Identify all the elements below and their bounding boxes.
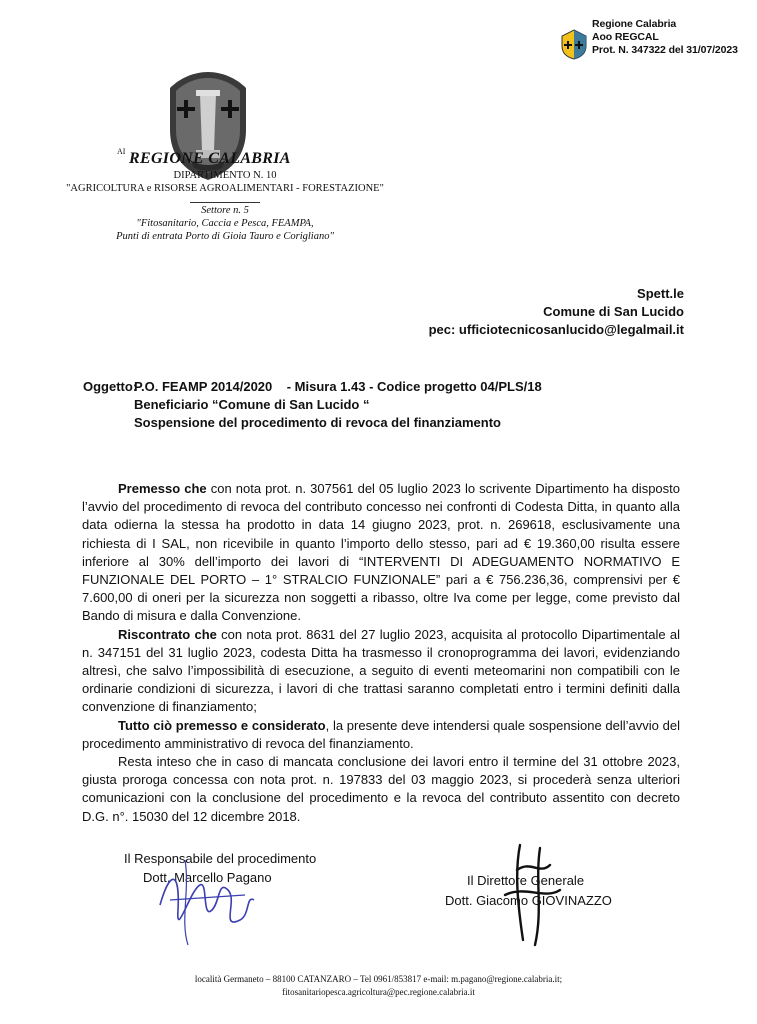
paragraph-lead: Tutto ciò premesso e considerato (118, 717, 326, 733)
footer-contact: località Germaneto – 88100 CATANZARO – Tel 0961/853817 e-mail: m.pagano@regione.calabria.it; (194, 974, 563, 984)
recipient-pec: pec: ufficiotecnicosanlucido@legalmail.it (428, 322, 684, 337)
department-full-name: "AGRICOLTURA e RISORSE AGROALIMENTARI - FORESTAZIONE" (66, 183, 384, 194)
paragraph-text: con nota prot. n. 307561 del 05 luglio 2023 lo scrivente Dipartimento ha disposto l’avvio del procedimento di revoca del contributo concesso nei confronti di Codesta Ditta, in quanto alla data odierna la stessa ha prodotto in data 14 giugno 2023, prot. n. 269618, esclusivamente una richiesta di I SAL, non ricevibile in quanto l’importo dello stesso, pari ad € 19.360,00 risulta essere inferiore al 30% dell’importo dei lavori di “INTERVENTI DI ADEGUAMENTO NORMATIVO E FUNZIONALE DEL PORTO – 1° STRALCIO FUNZIONALE” pari a € 756.236,36, comprensivi per € 7.600,00 di oneri per la sicurezza non soggetti a ribasso, oltre Iva come per legge, come previsto dal Bando di misura e dalla Convenzione. (82, 481, 681, 624)
paragraph-premesso (82, 480, 680, 626)
stamp-line-3: Prot. N. 347322 del 31/07/2023 (592, 44, 738, 56)
divider (190, 202, 260, 203)
protocol-stamp (558, 18, 756, 66)
subject-label: Oggetto: (83, 379, 138, 394)
signatory-right-role: Il Direttore Generale (467, 873, 585, 888)
handwritten-signature-right (495, 840, 565, 950)
subject-line-2: Beneficiario “Comune di San Lucido “ (134, 397, 370, 412)
footer-pec: fitosanitariopesca.agricoltura@pec.regione.calabria.it (282, 987, 475, 997)
paragraph-text: Resta inteso che in caso di mancata conclusione dei lavori entro il termine del 31 ottobre 2023, giusta proroga concessa con nota prot. n. 197833 del 03 maggio 2023, si procederà senza ulteriori comunicazioni con la conclusione del procedimento e la revoca del contributo assentito con decreto D.G. n°. 15030 del 12 dicembre 2018. (82, 754, 680, 824)
recipient-name: Comune di San Lucido (543, 304, 684, 319)
stamp-line-1: Regione Calabria (592, 18, 677, 30)
sector-description-line-1: "Fitosanitario, Caccia e Pesca, FEAMPA, (136, 218, 314, 229)
handwritten-signature-left (150, 850, 260, 950)
subject-line-3: Sospensione del procedimento di revoca del finanziamento (134, 415, 501, 430)
signatory-left-name: Dott. Marcello Pagano (143, 870, 272, 885)
paragraph-riscontrato (82, 626, 680, 717)
subject-line-1: P.O. FEAMP 2014/2020 - Misura 1.43 - Codice progetto 04/PLS/18 (134, 379, 542, 394)
paragraph-lead: Riscontrato che (118, 626, 217, 642)
paragraph-resta-inteso (82, 753, 680, 826)
letterhead-prefix: AI (117, 147, 126, 156)
signatory-right-name: Dott. Giacomo GIOVINAZZO (445, 893, 612, 908)
sector-description-line-2: Punti di entrata Porto di Gioia Tauro e Corigliano" (116, 231, 334, 242)
recipient-salutation: Spett.le (637, 286, 684, 301)
stamp-line-2: Aoo REGCAL (592, 31, 659, 43)
signatory-left-role: Il Responsabile del procedimento (124, 851, 317, 866)
letter-body (82, 480, 680, 826)
calabria-shield-icon (558, 28, 590, 60)
paragraph-lead: Premesso che (118, 481, 207, 496)
paragraph-text: con nota prot. 8631 del 27 luglio 2023, acquisita al protocollo Dipartimentale al n. 347151 del 31 luglio 2023, codesta Ditta ha trasmesso il cronoprogramma dei lavori, evidenziando altresì, che salvo l’impossibilità di esecuzione, a seguito di eventi meteomarini non compatibili con le ordinarie condizioni di sicurezza, i lavori di che trattasi saranno completati entro i termini definiti dalla convenzione di finanziamento; (82, 626, 680, 715)
paragraph-text: , la presente deve intendersi quale sospensione dell’avvio del procedimento amministrativo di revoca del finanziamento. (82, 717, 680, 751)
sector: Settore n. 5 (201, 205, 249, 216)
region-name: REGIONE CALABRIA (129, 150, 291, 167)
department: DIPARTIMENTO N. 10 (173, 170, 277, 181)
paragraph-considerato (82, 717, 680, 753)
